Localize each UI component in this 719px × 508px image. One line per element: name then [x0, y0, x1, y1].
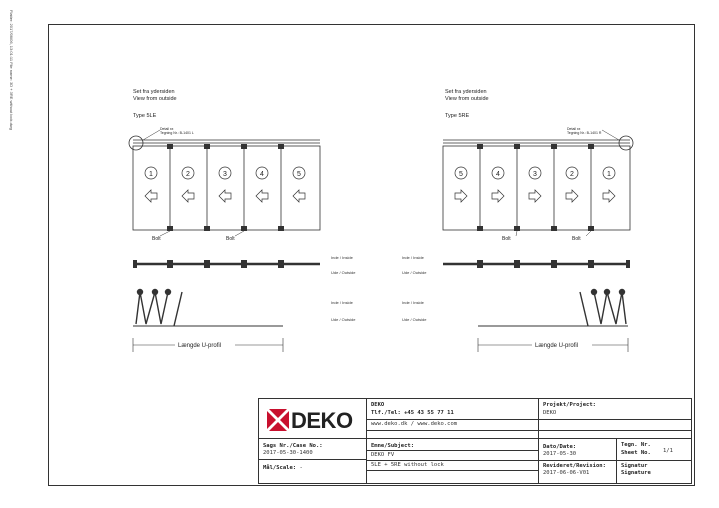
left-bolt-label: Bolt [226, 236, 235, 242]
right-plan-closed [443, 260, 630, 268]
left-plan-open [133, 290, 283, 327]
right-view-caption-en: View from outside [445, 96, 489, 102]
left-panel-number: 2 [186, 171, 190, 178]
sheet-cell [617, 439, 691, 483]
left-bolt-label: Bolt [152, 236, 161, 242]
right-elevation [443, 130, 633, 230]
deko-logo-icon [267, 409, 289, 431]
left-view-caption-da: Set fra ydersiden [133, 89, 175, 95]
divider [539, 419, 691, 420]
label-inside: Inde / Inside [331, 255, 353, 260]
label-inside: Inde / Inside [331, 300, 353, 305]
left-panel-number: 1 [149, 171, 153, 178]
right-panel-number: 1 [607, 171, 611, 178]
subject-value: DEKO FV [371, 452, 395, 458]
right-dimension-label: Længde U-profil [535, 343, 579, 349]
left-panel-number: 5 [297, 171, 301, 178]
right-detail-note: Detail xx Tegning Nr.: B-1401 R [567, 127, 602, 135]
left-panel-number: 3 [223, 171, 227, 178]
left-view-type: Type 5LE [133, 113, 157, 119]
left-panel-number: 4 [260, 171, 264, 178]
divider [539, 430, 691, 431]
divider [367, 460, 539, 461]
sheet-value: 1/1 [663, 448, 673, 454]
right-hinges [477, 144, 594, 231]
revision-label: Revideret/Revision: [543, 463, 606, 469]
case-value: 2017-05-30-1400 [263, 450, 313, 456]
right-panel-number: 3 [533, 171, 537, 178]
company-cell [367, 399, 539, 439]
left-dimension-label: Længde U-profil [178, 343, 222, 349]
right-panel-number: 4 [496, 171, 500, 178]
divider [367, 470, 539, 471]
right-plan-open [478, 290, 628, 327]
label-inside: Inde / Inside [402, 300, 424, 305]
company-web: www.deko.dk / www.deko.com [371, 421, 458, 427]
divider [259, 459, 367, 460]
left-view-caption-en: View from outside [133, 96, 177, 102]
left-plan-closed [133, 260, 320, 268]
date-cell [539, 439, 617, 483]
label-outside: Ude / Outside [331, 270, 356, 275]
left-elevation [129, 130, 320, 230]
right-panel-number: 2 [570, 171, 574, 178]
company-name: DEKO [371, 402, 385, 408]
divider [367, 430, 539, 431]
right-view-caption-da: Set fra ydersiden [445, 89, 487, 95]
subject-label: Emne/Subject: [371, 443, 415, 449]
date-label: Dato/Date: [543, 444, 577, 450]
scale-label: Mål/Scale: - [263, 465, 303, 471]
subject-cell [367, 439, 539, 483]
drawing-number-label: Tegn. Nr. [621, 442, 651, 448]
right-bolt-label: Bolt [502, 236, 511, 242]
right-panel-number: 5 [459, 171, 463, 178]
divider [367, 450, 539, 451]
label-inside: Inde / Inside [402, 255, 424, 260]
signature-label: Signatur [621, 463, 648, 469]
sheet-label: Sheet No. [621, 450, 651, 456]
subject-value: 5LE + 5RE without lock [371, 462, 444, 468]
right-bolt-label: Bolt [572, 236, 581, 242]
left-hinges [167, 144, 284, 231]
revision-value: 2017-06-06-V01 [543, 470, 590, 476]
label-outside: Ude / Outside [402, 317, 427, 322]
title-block [258, 398, 692, 484]
project-cell [539, 399, 691, 439]
label-outside: Ude / Outside [402, 270, 427, 275]
label-outside: Ude / Outside [331, 317, 356, 322]
divider [617, 460, 691, 461]
date-value: 2017-05-30 [543, 451, 577, 457]
project-label: Projekt/Project: [543, 402, 596, 408]
case-cell [259, 439, 367, 483]
project-value: DEKO [543, 410, 557, 416]
company-phone: Tlf./Tel: +45 43 55 77 11 [371, 410, 454, 416]
side-note-text: Flatter: 2017/06/06, 13:01:11 File name: 3D + 3RE without lock.dwg [9, 10, 14, 130]
right-view-type: Type 5RE [445, 113, 470, 119]
case-label: Sags Nr./Case No.: [263, 443, 323, 449]
signature-label-en: Signature [621, 470, 651, 476]
divider [367, 419, 539, 420]
divider [539, 460, 617, 461]
logo-cell [259, 399, 367, 439]
logo-text: DEKO [291, 408, 353, 433]
left-detail-note: Detail xx Tegning Nr.: B-1401 L [160, 127, 194, 135]
